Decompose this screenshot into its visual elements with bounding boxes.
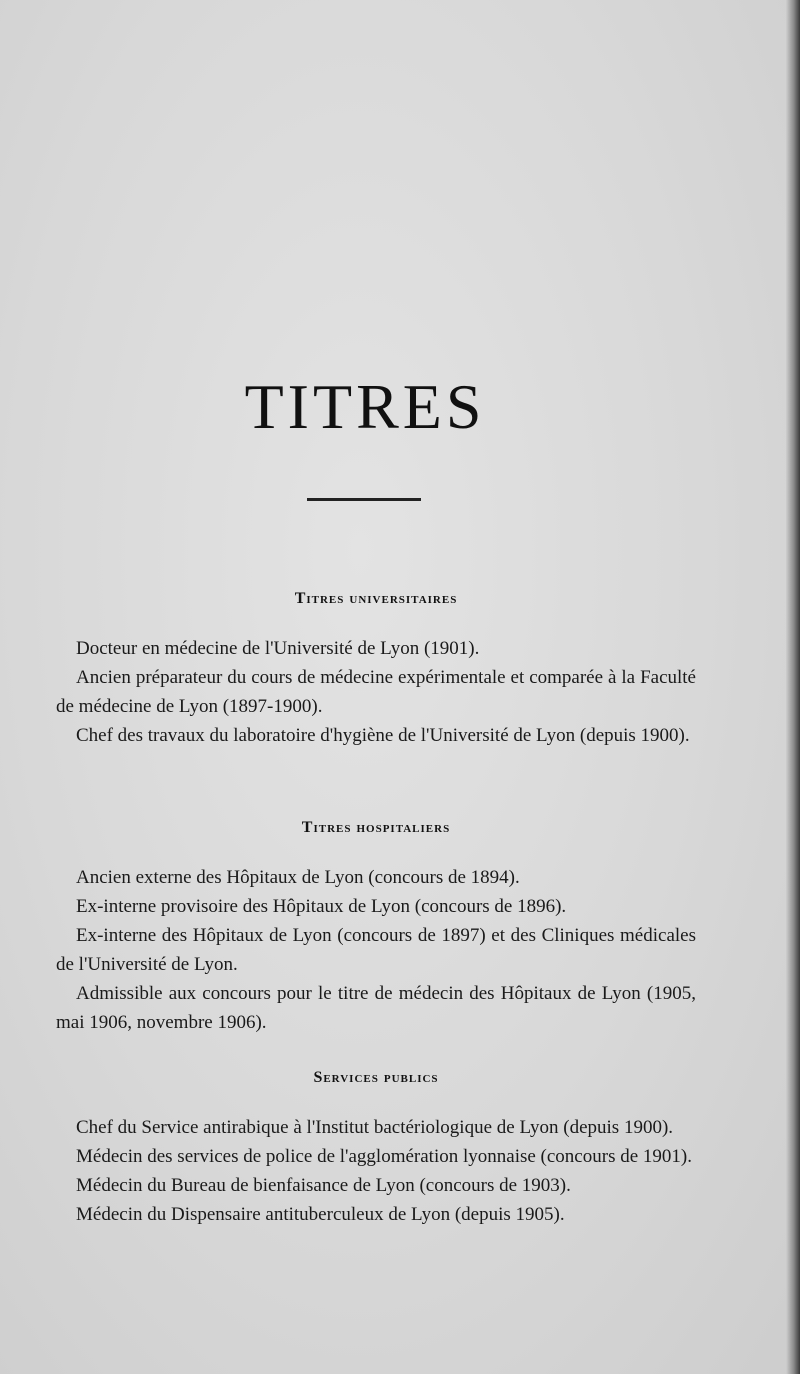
entry: Chef des travaux du laboratoire d'hygiène de l'Université de Lyon (depuis 1900). [76, 725, 690, 746]
section-heading: Titres universitaires [294, 590, 458, 607]
section-titres-universitaires [56, 590, 696, 750]
entry: Ancien externe des Hôpitaux de Lyon (concours de 1894). [76, 867, 520, 888]
entry: Docteur en médecine de l'Université de Lyon (1901). [76, 638, 480, 659]
entry: Ancien préparateur du cours de médecine expérimentale et comparée à la Faculté de médecine de Lyon (1897-1900). [56, 667, 696, 717]
section-services-publics [56, 1069, 696, 1229]
entry: Médecin du Bureau de bienfaisance de Lyon (concours de 1903). [76, 1175, 571, 1196]
entry: Chef du Service antirabique à l'Institut bactériologique de Lyon (depuis 1900). [76, 1117, 674, 1138]
entry: Médecin du Dispensaire antituberculeux de Lyon (depuis 1905). [76, 1204, 565, 1225]
section-titres-hospitaliers [56, 819, 696, 1037]
section-heading: Titres hospitaliers [301, 819, 451, 836]
page-edge-shadow [786, 0, 800, 1374]
entry: Médecin des services de police de l'agglomération lyonnaise (concours de 1901). [76, 1146, 692, 1167]
title-rule [307, 498, 421, 501]
entry: Admissible aux concours pour le titre de médecin des Hôpitaux de Lyon (1905, mai 1906, novembre 1906). [56, 983, 696, 1033]
entry: Ex-interne des Hôpitaux de Lyon (concours de 1897) et des Cliniques médicales de l'Université de Lyon. [56, 925, 696, 975]
section-heading: Services publics [313, 1069, 439, 1086]
page-title: TITRES [244, 371, 486, 442]
entry: Ex-interne provisoire des Hôpitaux de Lyon (concours de 1896). [76, 896, 567, 917]
